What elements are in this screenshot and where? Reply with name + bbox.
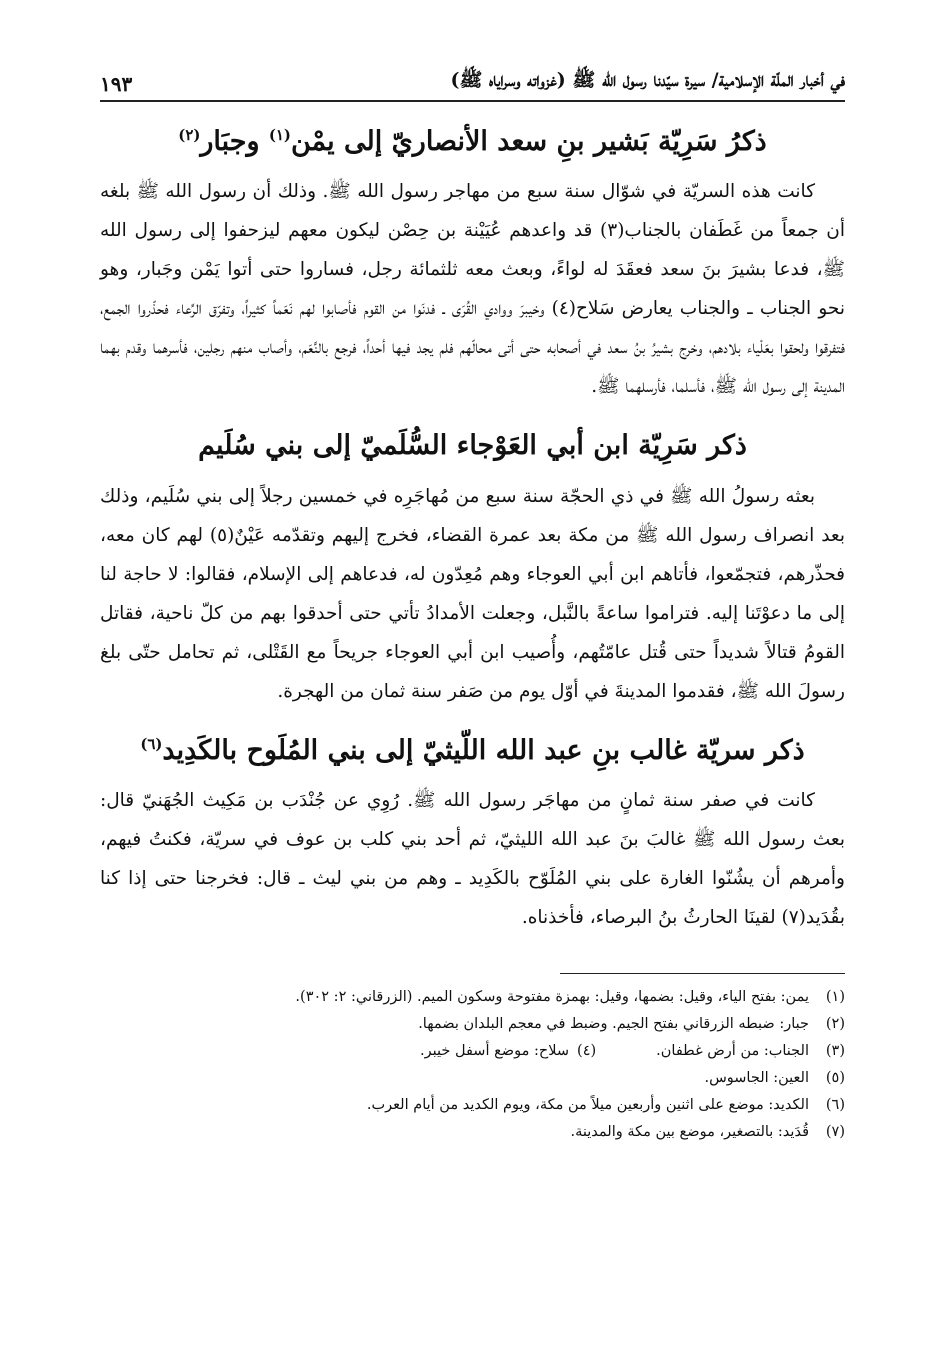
page-number: ١٩٣ [100,72,133,96]
footnote-divider [560,973,845,974]
section-heading: ذكر سَرِيّة ابن أبي العَوْجاء السُّلَميّ إلى بني سُلَيم [198,430,747,462]
running-header [100,60,845,102]
section-ibn-abi-al-awja [100,428,845,710]
footnote: (١) يمن: بفتح الياء، وقيل: بضمها، وقيل: بهمزة مفتوحة وسكون الميم. (الزرقاني: ٢: ٣٠٢). [295,989,845,1006]
section-heading: ذكر سريّة غالب بنِ عبد الله اللّيثيّ إلى بني المُلَوح بالكَدِيد$^{(٦)}$ [140,734,805,766]
footnote: (٣) الجناب: من أرض غطفان. (٤) سلاح: موضع أسفل خيبر. [420,1043,845,1060]
footnote-ref: (٦) [140,734,163,753]
paragraph: كانت في صفر سنة ثمانٍ من مهاجَر رسول الله ﷺ. رُوِي عن جُنْدَب بن مَكِيث الجُهَنيّ قال: بعث رسول الله ﷺ غالبَ بنَ عبد الله الليثيّ، ثم أحد بني كلب بن عوف في سريّة، فكنتُ فيهم، وأمرهم أن يشُنّوا الغارة على بني المُلَوّح بالكَدِيد ـ وهم من بني ليث ـ قال: فخرجنا حتى إذا كنا بقُدَيد(٧) لقينَا الحارثُ بنُ البرصاء، فأخذناه. [100,790,845,929]
footnote: (٧) قُدَيد: بالتصغير، موضع بين مكة والمدينة. [570,1124,845,1141]
running-title: في أخبار الملّة الإسلامية/ سيرة سيّدنا رسول الله ﷺ (غزواته وسراياه ﷺ) [450,69,845,91]
footnotes-list [100,984,845,1146]
book-page [100,60,845,1320]
footnote-ref: (٢) [178,126,201,144]
paragraph: بعثه رسولُ الله ﷺ في ذي الحجّة سنة سبع من مُهاجَرِه في خمسين رجلاً إلى بني سُلَيم، وذلك بعد انصراف رسول الله ﷺ من مكة بعد عمرة القضاء، فخرج إليهم وتقدّمه عَيْنٌ(٥) لهم كان معه، فحذّرهم، فتجمّعوا، فأتاهم ابن أبي العوجاء وهم مُعِدّون له، فدعاهم إلى الإسلام، فقالوا: لا حاجة لنا إلى ما دعوْتَنا إليه. فتراموا ساعةً بالنَّبل، وجعلت الأمدادُ تأتي حتى أحدقوا بهم من كلّ ناحية، فقاتل القومُ قتالاً شديداً حتى قُتل عامّتُهم، وأُصيب ابن أبي العوجاء جريحاً مع القَتْلى، ثم تحامل حتّى بلغ رسولَ الله ﷺ، فقدموا المدينةَ في أوّل يوم من صَفر سنة ثمان من الهجرة. [100,485,845,702]
footnote: (٢) جبار: ضبطه الزرقاني بفتح الجيم. وضبط في معجم البلدان بضمها. [418,1016,845,1033]
section-ghalib [100,733,845,937]
footnote: (٥) العين: الجاسوس. [704,1070,845,1087]
section-heading: ذكرُ سَرِيّة بَشير بنِ سعد الأنصاريّ إلى يمْن$^{(١)}$ وجبَار$^{(٢)}$ [178,126,767,157]
paragraph: كانت هذه السريّة في شوّال سنة سبع من مهاجر رسول الله ﷺ. وذلك أن رسول الله ﷺ بلغه أن جمعاً من غَطَفان بالجناب(٣) قد واعدهم عُيَيْنة بن حِصْن ليكون معهم ليزحفوا إلى رسول الله ﷺ، فدعا بشيرَ بنَ سعد فعقَدَ له لواءً، وبعث معه ثلثمائة رجل، فساروا حتى أتوا يَمْن وجَبار، وهو نحو الجناب ـ والجناب يعارض سَلاح(٤) وخيبرَ ووادي القُرَى ـ فدنَوا من القوم فأصابوا لهم نَعَماً كثيراً، وتفرّق الرِّعاء فحذّروا الجمع، فتفرقوا ولحقوا بعَلْياء بلادهم، وخرج بشيرُ بنُ سعد في أصحابه حتى أتى محالّهم فلم يجد فيها أحداً، فرجع بالنَّعَم، وأصاب منهم رجلين، فأسرهما وقدم بهما المدينة إلى رسول الله ﷺ، فأسلما، فأرسلهما ﷺ. [100,181,846,398]
footnote-ref: (١) [268,126,291,144]
footnote: (٦) الكديد: موضع على اثنين وأربعين ميلاً من مكة، ويوم الكديد من أيام العرب. [366,1097,845,1114]
section-bashir [100,124,845,406]
